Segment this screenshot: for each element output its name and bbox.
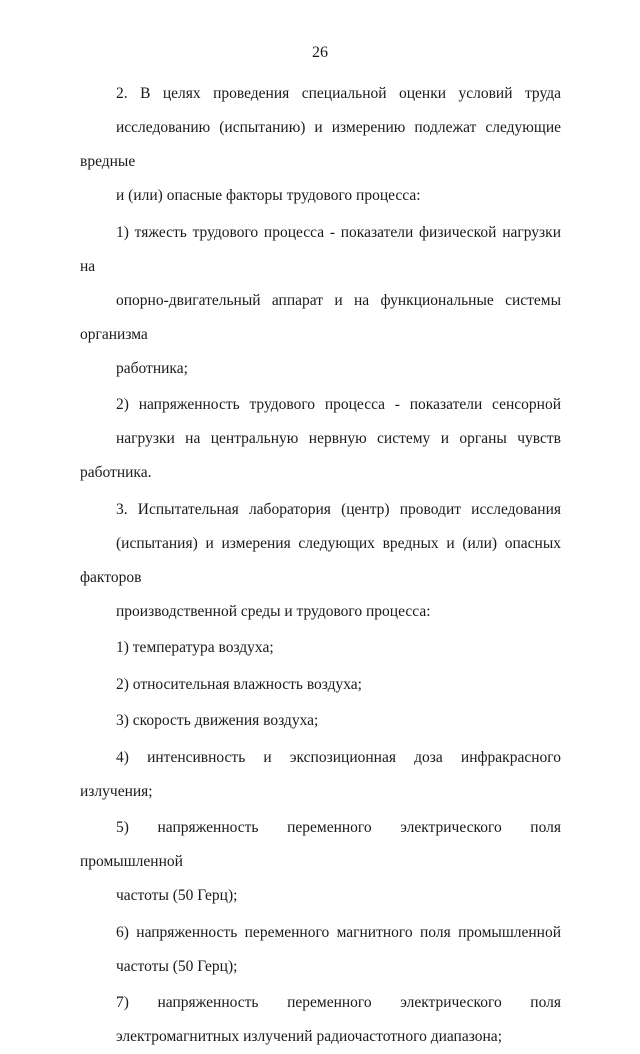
subitem-1-physical-load bbox=[80, 216, 561, 386]
text-line: 2) напряженность трудового процесса - показатели сенсорной bbox=[116, 396, 561, 413]
text-line: 7) напряженность переменного электрического поля bbox=[116, 994, 561, 1011]
text-line: нагрузки на центральную нервную систему и органы чувств работника. bbox=[80, 430, 561, 481]
text-line: 4) интенсивность и экспозиционная доза инфракрасного излучения; bbox=[80, 748, 561, 800]
text-line: 2. В целях проведения специальной оценки условий труда bbox=[116, 85, 561, 102]
text-line: (испытания) и измерения следующих вредных и (или) опасных факторов bbox=[80, 534, 561, 586]
text-line: исследованию (испытанию) и измерению подлежат следующие вредные bbox=[80, 119, 561, 170]
text-line: электромагнитных излучений радиочастотного диапазона; bbox=[116, 1028, 502, 1045]
text-line: частоты (50 Герц); bbox=[116, 887, 238, 904]
text-line: частоты (50 Герц); bbox=[116, 957, 238, 975]
list-item-radiofrequency-field bbox=[80, 986, 561, 1054]
text-line: 3. Испытательная лаборатория (центр) проводит исследования bbox=[116, 500, 561, 518]
list-item-electric-field bbox=[80, 811, 561, 913]
text-line: 1) температура воздуха; bbox=[116, 639, 274, 656]
page-number: 26 bbox=[312, 44, 328, 61]
text-line: 2) относительная влажность воздуха; bbox=[116, 675, 362, 693]
list-item-infrared-radiation bbox=[80, 741, 561, 809]
list-item-air-temperature bbox=[80, 631, 561, 665]
text-line: 5) напряженность переменного электрического поля промышленной bbox=[80, 819, 561, 870]
text-line: 3) скорость движения воздуха; bbox=[116, 712, 319, 729]
text-line: и (или) опасные факторы трудового процесса: bbox=[116, 187, 421, 204]
list-item-air-velocity bbox=[80, 704, 561, 738]
list-item-relative-humidity bbox=[80, 668, 561, 702]
subitem-2-sensory-load bbox=[80, 388, 561, 490]
text-line: 1) тяжесть трудового процесса - показатели физической нагрузки на bbox=[80, 223, 561, 275]
list-item-magnetic-field bbox=[80, 916, 561, 984]
paragraph-item-2 bbox=[80, 77, 561, 213]
document-body bbox=[80, 77, 561, 1054]
paragraph-item-3 bbox=[80, 493, 561, 629]
text-line: опорно-двигательный аппарат и на функциональные системы организма bbox=[80, 291, 561, 343]
text-line: работника; bbox=[116, 359, 188, 377]
text-line: производственной среды и трудового процесса: bbox=[116, 602, 431, 620]
text-line: 6) напряженность переменного магнитного поля промышленной bbox=[116, 923, 561, 941]
